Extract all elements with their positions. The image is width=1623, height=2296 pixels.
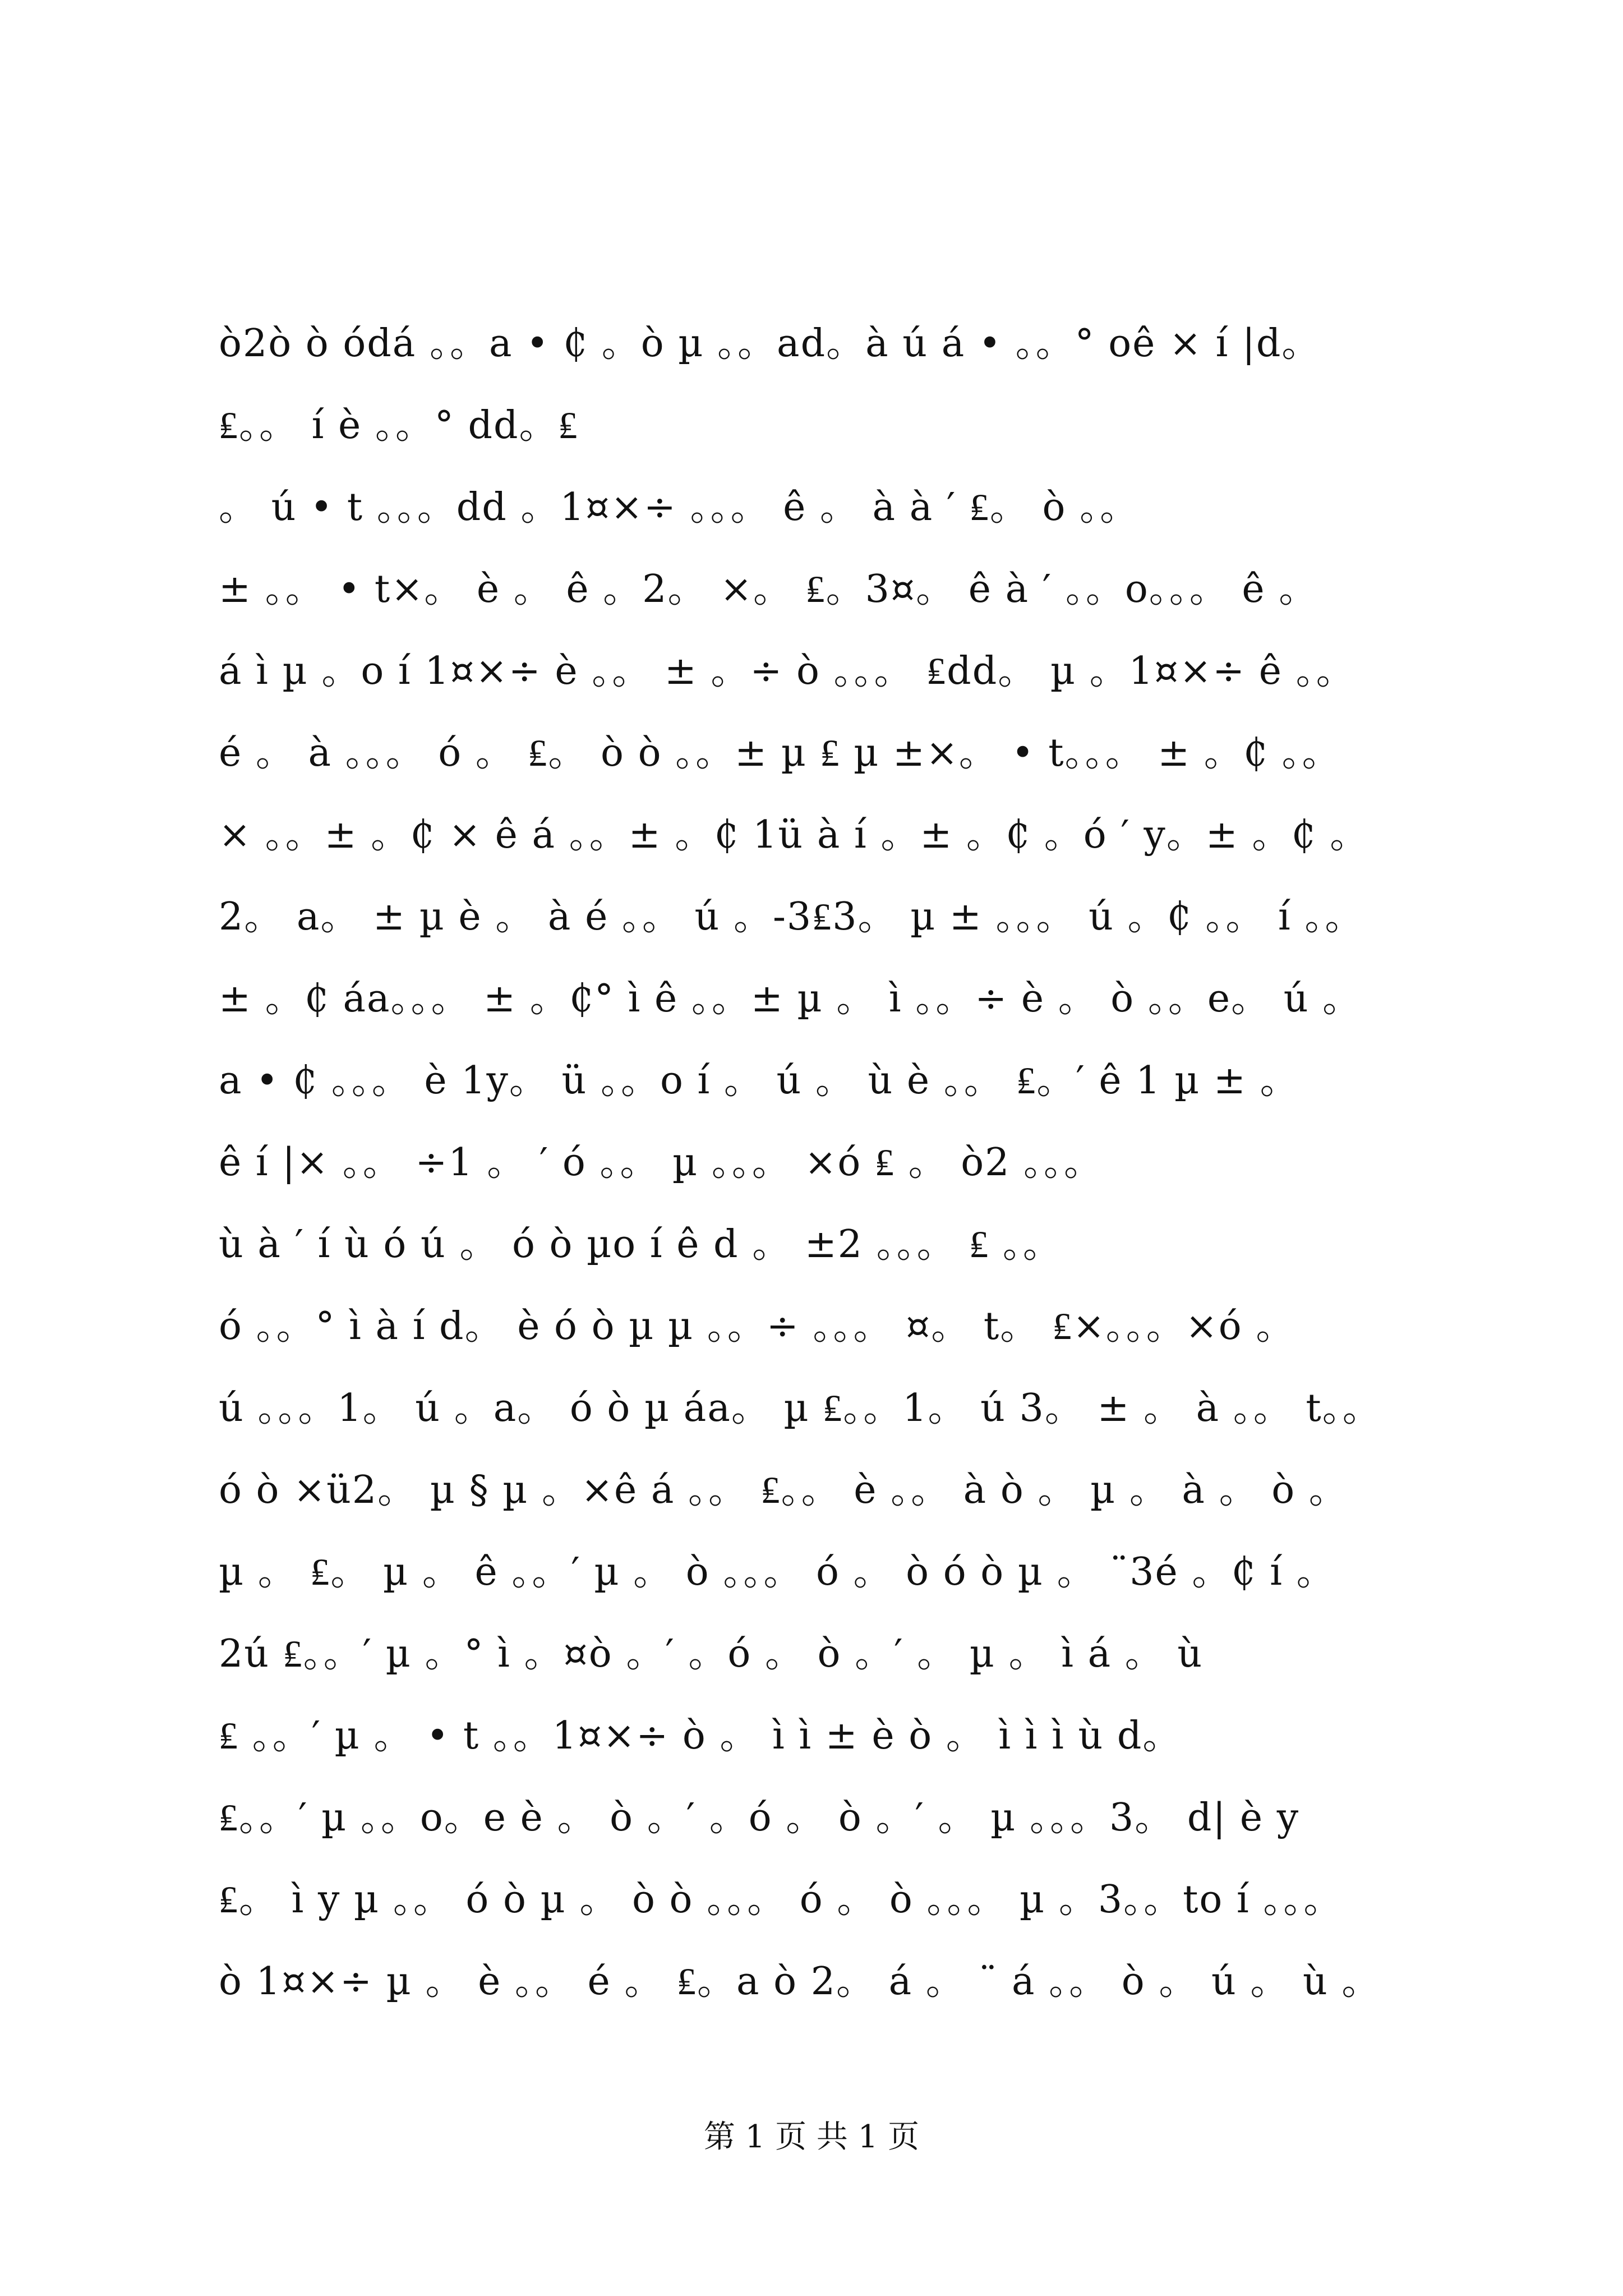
text-line: ± 。。 • t×。 è 。 ê 。2。 ×。 ₤。3¤。 ê à ′ 。。o。。。 ê 。 — [219, 567, 1318, 611]
text-line: á ì µ 。o í 1¤×÷ è 。。 ± 。÷ ò 。。。 ₤dd。 µ 。1¤×÷ ê 。。 — [219, 649, 1355, 693]
text-line: ê í |× 。。 ÷1 。 ′ ó 。。 µ 。。。 ×ó ₤ 。 ò2 。。。 — [219, 1140, 1104, 1185]
text-line: a • ₵ 。。。 è 1y。 ü 。。o í 。 ú 。 ù è 。。 ₤。′ ê 1 µ ± 。 — [219, 1059, 1299, 1103]
page-footer: 第 1 页 共 1 页 — [703, 2119, 920, 2155]
text-line: 2。 a。 ± µ è 。 à é 。。 ú 。-3₤3。 µ ± 。。。 ú 。₵ 。。 í 。。 — [219, 895, 1364, 939]
text-line: ₤。。′ µ 。。o。e è 。 ò 。′ 。ó 。 ò 。′ 。 µ 。。。3。 d| è y — [219, 1796, 1300, 1840]
text-line: ± 。₵ áa。。。 ± 。₵° ì ê 。。± µ 。 ì 。。÷ è 。 ò 。。e。 ú 。 — [219, 977, 1362, 1021]
text-line: ó 。。° ì à í d。 è ó ò µ µ 。。÷ 。。。 ¤。 t。 ₤×。。。×ó 。 — [219, 1304, 1295, 1349]
text-line: ó ò ×ü2。 µ § µ 。×ê á 。。 ₤。。 è 。。 à ò 。 µ 。 à 。 ò 。 — [219, 1468, 1348, 1512]
text-line: ₤。 ì y µ 。。 ó ò µ 。 ò ò 。。。 ó 。 ò 。。。 µ 。3。。to í 。。。 — [219, 1878, 1343, 1922]
text-line: 2ú ₤。。′ µ 。° ì 。¤ò 。′ 。ó 。 ò 。′ 。 µ 。 ì á 。 ù — [219, 1632, 1204, 1676]
text-line: ₤ 。。′ µ 。 • t 。。1¤×÷ ò 。 ì ì ± è ò 。 ì ì ì ù d。 — [219, 1714, 1182, 1758]
text-line: × 。。± 。₵ × ê á 。。± 。₵ 1ü à í 。± 。₵ 。ó ′ y。± 。₵ 。 — [219, 813, 1370, 857]
text-line: ₤。。 í è 。。° dd。₤ — [219, 403, 579, 448]
document-body — [219, 303, 1464, 2023]
text-line: 。 ú • t 。。。dd 。1¤×÷ 。。。 ê 。 à à ′ ₤。 ò 。。 — [219, 485, 1140, 530]
text-line: ù à ′ í ù ó ú 。 ó ò µo í ê d 。 ±2 。。。 ₤ 。。 — [219, 1222, 1062, 1267]
text-line: ú 。。。1。 ú 。a。 ó ò µ áa。 µ ₤。。1。 ú 3。 ± 。 à 。。 t。。 — [219, 1386, 1382, 1430]
text-line: ò 1¤×÷ µ 。 è 。。 é 。 ₤。a ò 2。 á 。 ¨ á 。。 ò 。 ú 。 ù 。 — [219, 1959, 1381, 2004]
text-line: µ 。 ₤。 µ 。 ê 。。′ µ 。 ò 。。。 ó 。 ò ó ò µ 。 ¨3é 。₵ í 。 — [219, 1550, 1336, 1594]
text-line: ò2ò ò ódá 。。a • ₵ 。ò µ 。。ad。à ú á • 。。° oê × í |d。 — [219, 321, 1321, 366]
text-line: é 。 à 。。。 ó 。 ₤。 ò ò 。。± µ ₤ µ ±×。 • t。。。 ± 。₵ 。。 — [219, 731, 1341, 775]
